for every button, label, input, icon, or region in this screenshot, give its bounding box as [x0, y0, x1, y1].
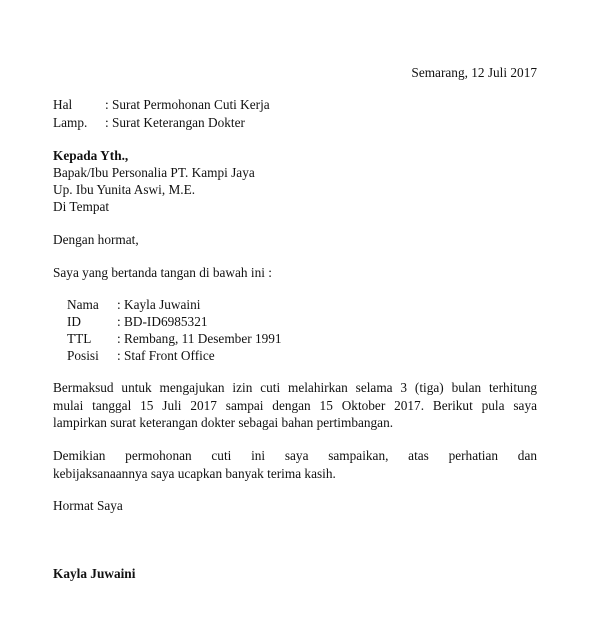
subject-value: : Surat Permohonan Cuti Kerja [105, 97, 270, 112]
letter-date: Semarang, 12 Juli 2017 [411, 65, 537, 80]
greeting: Dengan hormat, [53, 232, 139, 247]
attachment-line [53, 114, 245, 131]
identity-label: Nama [67, 297, 99, 312]
identity-label: Posisi [67, 348, 99, 363]
recipient-title: Kepada Yth., [53, 148, 129, 163]
identity-row [67, 296, 200, 313]
identity-value: : Staf Front Office [117, 348, 215, 363]
identity-value: : Rembang, 11 Desember 1991 [117, 331, 282, 346]
identity-value: : Kayla Juwaini [117, 297, 201, 312]
attachment-value: : Surat Keterangan Dokter [105, 115, 245, 130]
body-paragraph-2 [53, 447, 537, 482]
identity-label: TTL [67, 331, 92, 346]
attachment-label: Lamp. [53, 115, 88, 130]
paragraph-line: Bermaksud untuk mengajukan izin cuti melahirkan selama 3 (tiga) bulan terhitung [53, 380, 537, 395]
paragraph-line: lampirkan surat keterangan dokter sebagai bahan pertimbangan. [53, 415, 394, 430]
intro: Saya yang bertanda tangan di bawah ini : [53, 265, 272, 280]
identity-label: ID [67, 314, 82, 329]
signature-name: Kayla Juwaini [53, 566, 136, 581]
recipient-line: Di Tempat [53, 199, 110, 214]
subject-line [53, 96, 270, 113]
identity-row [67, 347, 215, 364]
subject-label: Hal [53, 97, 73, 112]
recipient-line: Bapak/Ibu Personalia PT. Kampi Jaya [53, 165, 255, 180]
closing: Hormat Saya [53, 498, 123, 513]
identity-value: : BD-ID6985321 [117, 314, 208, 329]
paragraph-line: Demikian permohonan cuti ini saya sampaikan, atas perhatian dan [53, 448, 537, 463]
paragraph-line: kebijaksanaannya saya ucapkan banyak terima kasih. [53, 465, 336, 481]
identity-row [67, 330, 282, 347]
body-paragraph-1 [53, 379, 537, 432]
recipient-line: Up. Ibu Yunita Aswi, M.E. [53, 182, 196, 197]
paragraph-line: mulai tanggal 15 Juli 2017 sampai dengan 15 Oktober 2017. Berikut pula saya [53, 397, 537, 413]
identity-row [67, 313, 208, 330]
